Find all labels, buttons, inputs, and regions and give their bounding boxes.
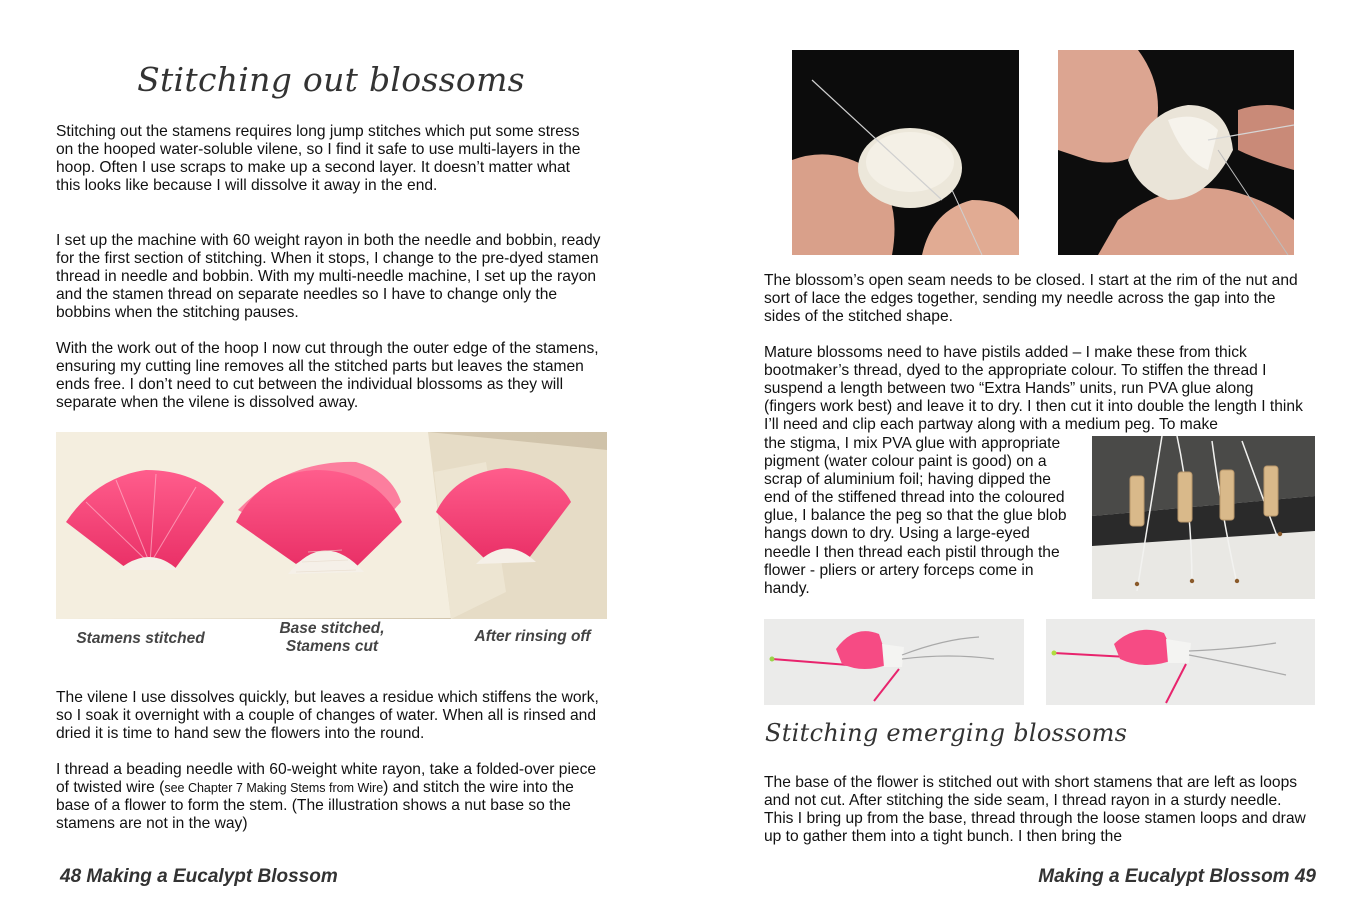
paragraph-thread-needle xyxy=(56,761,611,833)
caption-stamens-stitched: Stamens stitched xyxy=(76,630,205,647)
caption-base-stitched-1: Base stitched, xyxy=(279,620,385,637)
thread-needle-text-2: ) and stitch the wire into the base of a flower to form the stem. (The illustration shows a nut base so the stamens are not in the way) xyxy=(56,779,574,833)
paragraph-emerging: The base of the flower is stitched out with short stamens that are left as loops and not cut. After stitching the side seam, I thread rayon in a sturdy needle. This I bring up from the base, thread through the loose stamen loops and draw up to gather them into a tight bunch. I then bring the xyxy=(764,774,1306,846)
paragraph-pistils: Mature blossoms need to have pistils added – I make these from thick bootmaker’s thread, dyed to the appropriate colour. To stiffen the thread I suspend a length between two “Extra Hands” units, run PVA glue along (fingers work best) and leave it to dry. I then cut it into double the length I think I’ll need and clip each partway along with a medium peg. To make xyxy=(764,344,1303,434)
seam-photo-2 xyxy=(1058,50,1294,255)
thread-needle-text-1: I thread a beading needle with 60-weight white rayon, take a folded-over piece of twisted wire ( xyxy=(56,761,597,797)
page-number: 48 xyxy=(60,866,82,887)
chapter-reference: see Chapter 7 Making Stems from Wire xyxy=(164,781,384,796)
pistil-blossom-photo-2 xyxy=(1046,619,1315,705)
footer-left xyxy=(60,866,338,888)
paragraph-dissolve: The vilene I use dissolves quickly, but leaves a residue which stiffens the work, so I soak it overnight with a couple of changes of water. When all is rinsed and dried it is time to hand sew the flowers into the round. xyxy=(56,689,599,743)
paragraph-stamens: Stitching out the stamens requires long jump stitches which put some stress on the hooped water-soluble vilene, so I find it safe to use multi-layers in the hoop. Often I use scraps to make up a second layer. It doesn’t matter what this looks like because I will dissolve it away in the end. xyxy=(56,123,581,195)
footer-chapter-title-right: Making a Eucalypt Blossom xyxy=(1038,866,1290,887)
stamens-photo xyxy=(56,432,607,619)
footer-chapter-title: Making a Eucalypt Blossom xyxy=(86,866,338,887)
seam-photo-1 xyxy=(792,50,1019,255)
paragraph-cutting: With the work out of the hoop I now cut through the outer edge of the stamens, ensuring my cutting line removes all the stitched parts but leaves the stamen ends free. I don’t need to cut between the individual blossoms as they will separate when the vilene is dissolved away. xyxy=(56,340,599,412)
section-title: Stitching emerging blossoms xyxy=(765,719,1128,747)
caption-base-stitched-2: Stamens cut xyxy=(285,638,379,655)
caption-after-rinsing: After rinsing off xyxy=(474,628,591,645)
pistil-blossom-photo-1 xyxy=(764,619,1024,705)
right-page xyxy=(681,0,1362,915)
footer-right xyxy=(1038,866,1316,888)
paragraph-open-seam: The blossom’s open seam needs to be closed. I start at the rim of the nut and sort of lace the edges together, sending my needle across the gap into the sides of the stitched shape. xyxy=(764,272,1298,326)
paragraph-machine-setup: I set up the machine with 60 weight rayon in both the needle and bobbin, ready for the first section of stitching. When it stops, I change to the pre-dyed stamen thread in needle and bobbin. With my multi-needle machine, I set up the rayon and the stamen thread on separate needles so I have to change only the bobbins when the stitching pauses. xyxy=(56,232,601,322)
pegs-photo xyxy=(1092,436,1315,599)
page-title: Stitching out blossoms xyxy=(137,60,525,99)
paragraph-stigma: the stigma, I mix PVA glue with appropriate pigment (water colour paint is good) on a scrap of aluminium foil; having dipped the end of the stiffened thread into the coloured glue, I balance the peg so that the glue blob hangs down to dry. Using a large-eyed needle I then thread each pistil through the flower - pliers or artery forceps come in handy. xyxy=(764,435,1067,597)
page-number-right: 49 xyxy=(1294,866,1316,887)
